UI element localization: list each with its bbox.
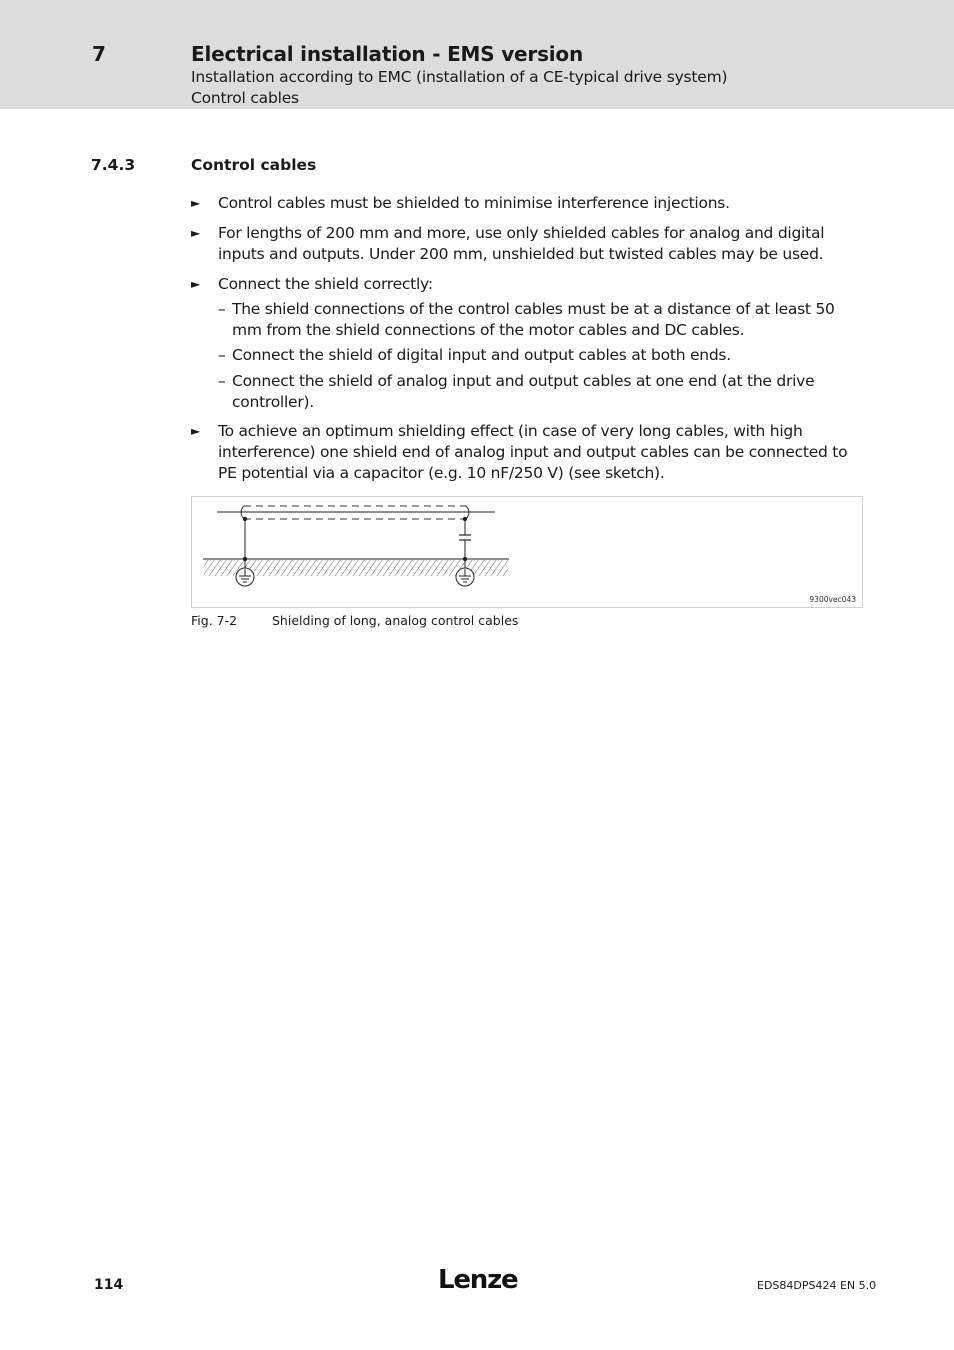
section-number: 7.4.3: [91, 156, 136, 174]
earth-ground-icon-left: [236, 568, 254, 586]
bullet-item: [191, 421, 856, 484]
figure-caption-text: Shielding of long, analog control cables: [272, 613, 519, 628]
header-subtitle-2: Control cables: [191, 89, 299, 107]
page-header: [0, 0, 954, 109]
bullet-item: [191, 193, 856, 214]
sub-list-item: [218, 345, 858, 366]
sub-list-item: [218, 371, 858, 413]
chapter-title: Electrical installation - EMS version: [191, 42, 584, 66]
bullet-triangle-icon: ►: [191, 226, 200, 240]
shielding-sketch-figure: [191, 496, 863, 608]
dash-marker: –: [218, 300, 226, 318]
bullet-triangle-icon: ►: [191, 196, 200, 210]
figure-caption-number: Fig. 7-2: [191, 613, 238, 628]
sub-list-text: Connect the shield of digital input and output cables at both ends.: [232, 346, 731, 364]
document-id: EDS84DPS424 EN 5.0: [757, 1279, 877, 1292]
sub-list-text: The shield connections of the control cables must be at a distance of at least 50 mm from the shield connections of the motor cables and DC cables.: [232, 300, 835, 339]
header-subtitle-1: Installation according to EMC (installation of a CE-typical drive system): [191, 68, 728, 86]
figure-id: 9300vec043: [809, 595, 856, 604]
bullet-item: [191, 274, 856, 295]
bullet-text: For lengths of 200 mm and more, use only shielded cables for analog and digital inputs and outputs. Under 200 mm, unshielded but twisted cables may be used.: [218, 224, 825, 263]
shielding-sketch: [192, 497, 864, 609]
chapter-number: 7: [92, 42, 106, 66]
bullet-item: [191, 223, 856, 265]
dash-marker: –: [218, 372, 226, 390]
dash-marker: –: [218, 346, 226, 364]
earth-ground-icon-right: [456, 568, 474, 586]
bullet-triangle-icon: ►: [191, 277, 200, 291]
section-title: Control cables: [191, 156, 317, 174]
lenze-logo: Lenze: [438, 1265, 518, 1295]
bullet-text: To achieve an optimum shielding effect (in case of very long cables, with high interference) one shield end of analog input and output cables can be connected to PE potential via a capacitor (e.g. 10 nF/250 V) (see sketch).: [218, 422, 848, 482]
sub-list-text: Connect the shield of analog input and output cables at one end (at the drive controller).: [232, 372, 815, 411]
bullet-text: Control cables must be shielded to minimise interference injections.: [218, 194, 730, 212]
bullet-triangle-icon: ►: [191, 424, 200, 438]
page-number: 114: [94, 1277, 124, 1293]
sub-list-item: [218, 299, 858, 341]
bullet-text: Connect the shield correctly:: [218, 275, 433, 293]
